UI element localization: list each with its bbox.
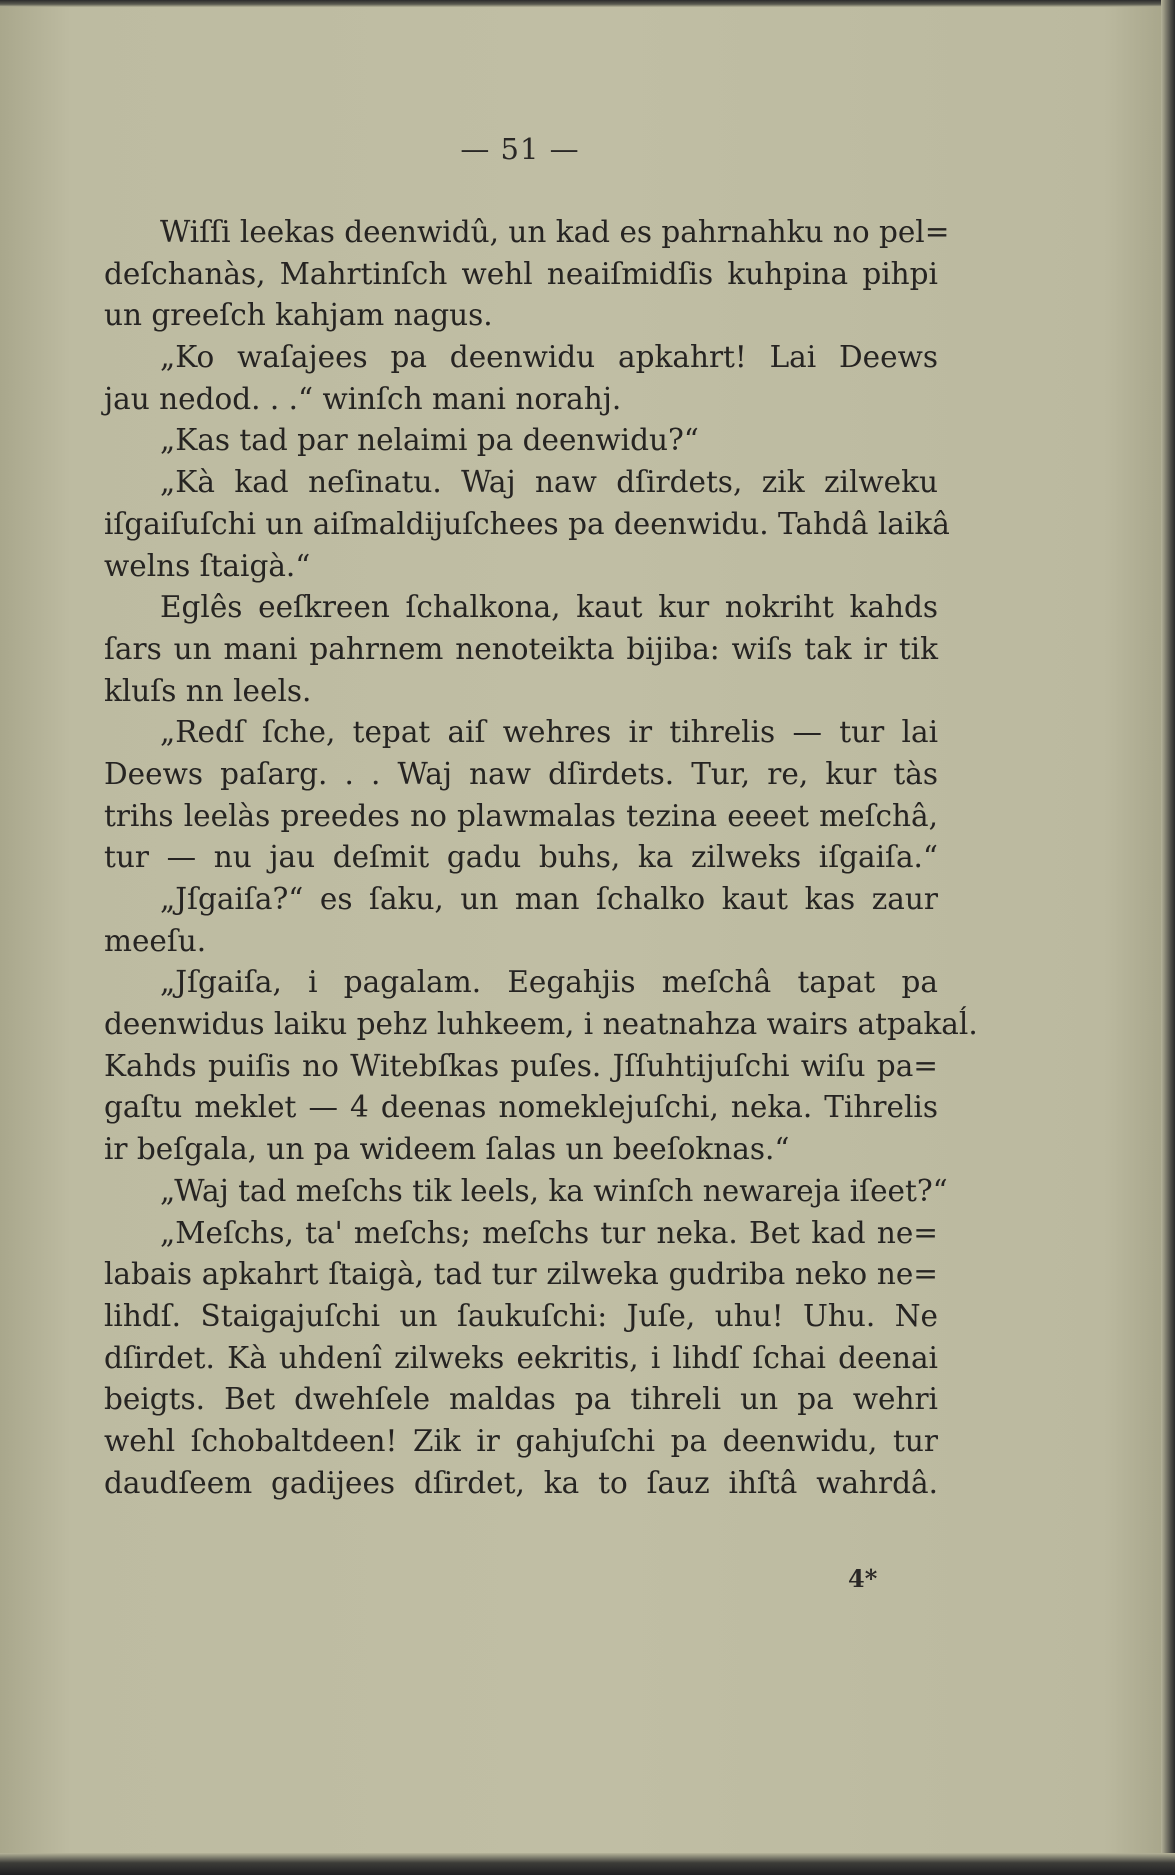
text-line: „Ko waſajees pa deenwidu apkahrt! Lai Deews	[160, 340, 938, 375]
text-line: dſirdet. Kà uhdenî zilweks eekritis, i lihdſ ſchai deenai	[104, 1340, 938, 1375]
text-line: kluſs nn leels.	[104, 673, 312, 708]
text-line: iſgaiſuſchi un aiſmaldijuſchees pa deenwidu. Tahdâ laikâ	[104, 506, 950, 541]
body-text	[104, 212, 978, 1504]
text-line: un greeſch kahjam nagus.	[104, 298, 493, 333]
text-line: Wiſſi leekas deenwidû, un kad es pahrnahku no pel=	[160, 215, 950, 249]
text-line: deenwidus laiku pehz luhkeem, i neatnahza wairs atpakaĺ.	[104, 1007, 978, 1042]
text-line: ir beſgala, un pa wideem ſalas un beeſoknas.“	[104, 1132, 790, 1167]
text-line: welns ſtaigà.“	[104, 548, 311, 583]
text-line: „Waj tad meſchs tik leels, ka winſch newareja iſeet?“	[160, 1173, 948, 1208]
text-line: gaſtu meklet — 4 deenas nomeklejuſchi, neka. Tihrelis	[104, 1090, 938, 1125]
text-line: „Redſ ſche, tepat aiſ wehres ir tihrelis — tur lai	[160, 715, 938, 750]
text-line: jau nedod. . .“ winſch mani norahj.	[104, 381, 622, 416]
scan-top-edge	[0, 0, 1175, 7]
text-line: „Meſchs, ta' meſchs; meſchs tur neka. Bet kad ne=	[160, 1215, 938, 1250]
text-line: „Jſgaiſa, i pagalam. Eegahjis meſchâ tapat pa	[160, 965, 938, 1000]
text-line: lihdſ. Staigajuſchi un ſaukuſchi: Juſe, uhu! Uhu. Ne	[104, 1298, 938, 1333]
page-number: — 51 —	[460, 132, 580, 166]
text-line: meeſu.	[104, 923, 207, 958]
text-line: wehl ſchobaltdeen! Zik ir gahjuſchi pa deenwidu, tur	[104, 1423, 938, 1458]
text-line: „Kà kad neſinatu. Waj naw dſirdets, zik zilweku	[160, 465, 938, 500]
text-line: labais apkahrt ſtaigà, tad tur zilweka gudriba neko ne=	[104, 1257, 938, 1292]
text-line: „Kas tad par nelaimi pa deenwidu?“	[160, 423, 699, 458]
scan-right-edge	[1161, 0, 1175, 1875]
text-line: Eglês eeſkreen ſchalkona, kaut kur nokriht kahds	[160, 590, 938, 625]
text-line: beigts. Bet dwehſele maldas pa tihreli un pa wehri	[104, 1382, 938, 1417]
text-line: trihs leelàs preedes no plawmalas tezina eeeet meſchâ,	[104, 798, 938, 833]
text-line: „Jſgaiſa?“ es ſaku, un man ſchalko kaut kas zaur	[160, 882, 938, 916]
scan-bottom-edge	[0, 1853, 1175, 1875]
signature-mark: 4*	[848, 1564, 878, 1593]
text-line: ſars un mani pahrnem nenoteikta bijiba: wiſs tak ir tik	[104, 631, 938, 666]
text-line: tur — nu jau deſmit gadu buhs, ka zilweks iſgaiſa.“	[104, 840, 938, 875]
text-line: Deews paſarg. . . Waj naw dſirdets. Tur, re, kur tàs	[104, 756, 938, 791]
text-line: deſchanàs, Mahrtinſch wehl neaiſmidſis kuhpina pihpi	[104, 256, 938, 291]
text-line: Kahds puiſis no Witebſkas puſes. Jſſuhtijuſchi wiſu pa=	[104, 1048, 938, 1083]
text-line: daudſeem gadijees dſirdet, ka to ſauz ihſtâ wahrdâ.	[104, 1465, 938, 1500]
